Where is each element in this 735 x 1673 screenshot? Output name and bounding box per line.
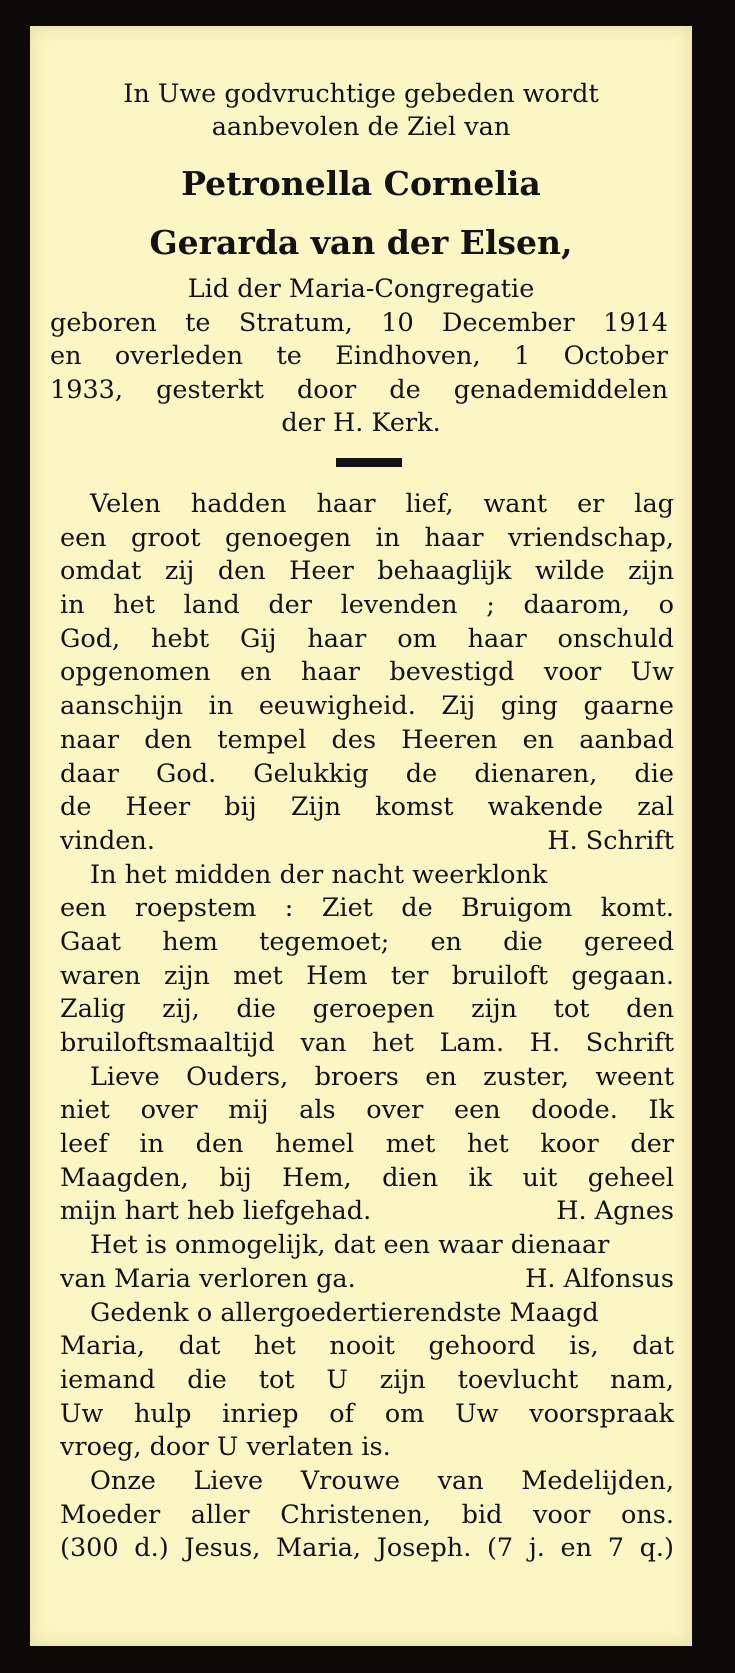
- text-line: [60, 1229, 674, 1263]
- text-line: [60, 859, 674, 893]
- name-line-2: Gerarda van der Elsen,: [149, 223, 573, 262]
- text-line-content: In het midden der nacht weerklonk: [90, 859, 548, 890]
- paper-tear: [719, 435, 735, 495]
- text-line: [60, 1263, 674, 1297]
- text-line-content: Moeder aller Christenen, bid voor ons.: [60, 1499, 674, 1530]
- text-line: [60, 656, 674, 690]
- prayer-text: [60, 488, 674, 1566]
- text-line-content: aanschijn in eeuwigheid. Zij ging gaarne: [60, 691, 674, 722]
- intro-line-1: In Uwe godvruchtige gebeden wordt: [123, 79, 599, 109]
- text-line: [60, 1027, 674, 1061]
- text-line: [60, 589, 674, 623]
- text-line-content: mijn hart heb liefgehad.: [60, 1196, 372, 1227]
- deceased-name: [30, 154, 692, 272]
- text-line: [60, 1297, 674, 1331]
- text-line-content: een roepstem : Ziet de Bruigom komt.: [60, 893, 674, 924]
- text-line: [60, 926, 674, 960]
- text-line: [60, 1364, 674, 1398]
- text-line: [60, 522, 674, 556]
- biographical-details: [30, 273, 692, 441]
- text-line: [60, 724, 674, 758]
- text-line: [60, 791, 674, 825]
- text-line-content: vroeg, door U verlaten is.: [60, 1432, 391, 1463]
- name-line-1: Petronella Cornelia: [181, 164, 541, 203]
- scripture-attribution: H. Agnes: [556, 1196, 674, 1227]
- intro-line-2: aanbevolen de Ziel van: [211, 112, 511, 142]
- text-line-content: Gedenk o allergoedertierendste Maagd: [90, 1297, 599, 1328]
- text-line-content: van Maria verloren ga.: [60, 1263, 356, 1294]
- text-line-content: naar den tempel des Heeren en aanbad: [60, 724, 674, 755]
- text-line-content: bruiloftsmaaltijd van het Lam. H. Schrift: [60, 1028, 674, 1058]
- birth-line: geboren te Stratum, 10 December 1914: [50, 307, 668, 338]
- text-line-content: God, hebt Gij haar om haar onschuld: [60, 623, 674, 654]
- text-line-content: Uw hulp inriep of om Uw voorspraak: [60, 1398, 674, 1429]
- text-line-content: Lieve Ouders, broers en zuster, weent: [90, 1061, 674, 1092]
- text-line-content: Het is onmogelijk, dat een waar dienaar: [90, 1230, 610, 1261]
- text-line: [60, 1162, 674, 1196]
- text-line-content: waren zijn met Hem ter bruiloft gegaan.: [60, 960, 674, 991]
- section-divider: [336, 458, 402, 467]
- text-line-content: (300 d.) Jesus, Maria, Joseph. (7 j. en 7 q.): [60, 1533, 674, 1564]
- text-line: [60, 690, 674, 724]
- text-line: [60, 892, 674, 926]
- text-line-content: Maagden, bij Hem, dien ik uit geheel: [60, 1162, 674, 1193]
- text-line-content: daar God. Gelukkig de dienaren, die: [60, 758, 674, 789]
- paper-nick: [727, 1130, 735, 1170]
- text-line: [60, 1465, 674, 1499]
- text-line-content: in het land der levenden ; daarom, o: [60, 590, 674, 621]
- text-line-content: Velen hadden haar lief, want er lag: [90, 489, 674, 519]
- text-line-content: niet over mij als over een doode. Ik: [60, 1095, 674, 1126]
- text-line: [60, 1431, 674, 1465]
- text-line: [60, 555, 674, 589]
- text-line-content: Gaat hem tegemoet; en die gereed: [60, 926, 674, 957]
- text-line: [60, 1128, 674, 1162]
- text-line-content: een groot genoegen in haar vriendschap,: [60, 522, 674, 553]
- church-line: der H. Kerk.: [281, 408, 441, 438]
- memorial-card: [30, 26, 692, 1646]
- text-line-content: leef in den hemel met het koor der: [60, 1129, 674, 1160]
- death-line: en overleden te Eindhoven, 1 October: [50, 341, 668, 371]
- text-line-content: de Heer bij Zijn komst wakende zal: [60, 792, 674, 823]
- text-line: [60, 758, 674, 792]
- text-line-content: Onze Lieve Vrouwe van Medelijden,: [90, 1465, 674, 1496]
- text-line-content: omdat zij den Heer behaaglijk wilde zijn: [60, 556, 674, 587]
- intro-block: [30, 78, 692, 144]
- text-line: [60, 1195, 674, 1229]
- text-line: [60, 488, 674, 522]
- text-line: [60, 623, 674, 657]
- text-line: [60, 1330, 674, 1364]
- text-line: [60, 1398, 674, 1432]
- text-line-content: Maria, dat het nooit gehoord is, dat: [60, 1331, 674, 1362]
- text-line: [60, 825, 674, 859]
- membership-line: Lid der Maria-Congregatie: [187, 274, 535, 304]
- text-line: [60, 1532, 674, 1566]
- text-line: [60, 1499, 674, 1533]
- scripture-attribution: H. Alfonsus: [525, 1263, 674, 1294]
- text-line: [60, 1094, 674, 1128]
- text-line-content: Zalig zij, die geroepen zijn tot den: [60, 994, 674, 1025]
- text-line: [60, 993, 674, 1027]
- text-line: [60, 960, 674, 994]
- scripture-attribution: H. Schrift: [547, 825, 674, 856]
- text-line-content: vinden.: [60, 825, 155, 856]
- text-line-content: iemand die tot U zijn toevlucht nam,: [60, 1364, 674, 1395]
- text-line-content: opgenomen en haar bevestigd voor Uw: [60, 657, 674, 688]
- text-line: [60, 1061, 674, 1095]
- sacraments-line: 1933, gesterkt door de genademiddelen: [50, 374, 668, 405]
